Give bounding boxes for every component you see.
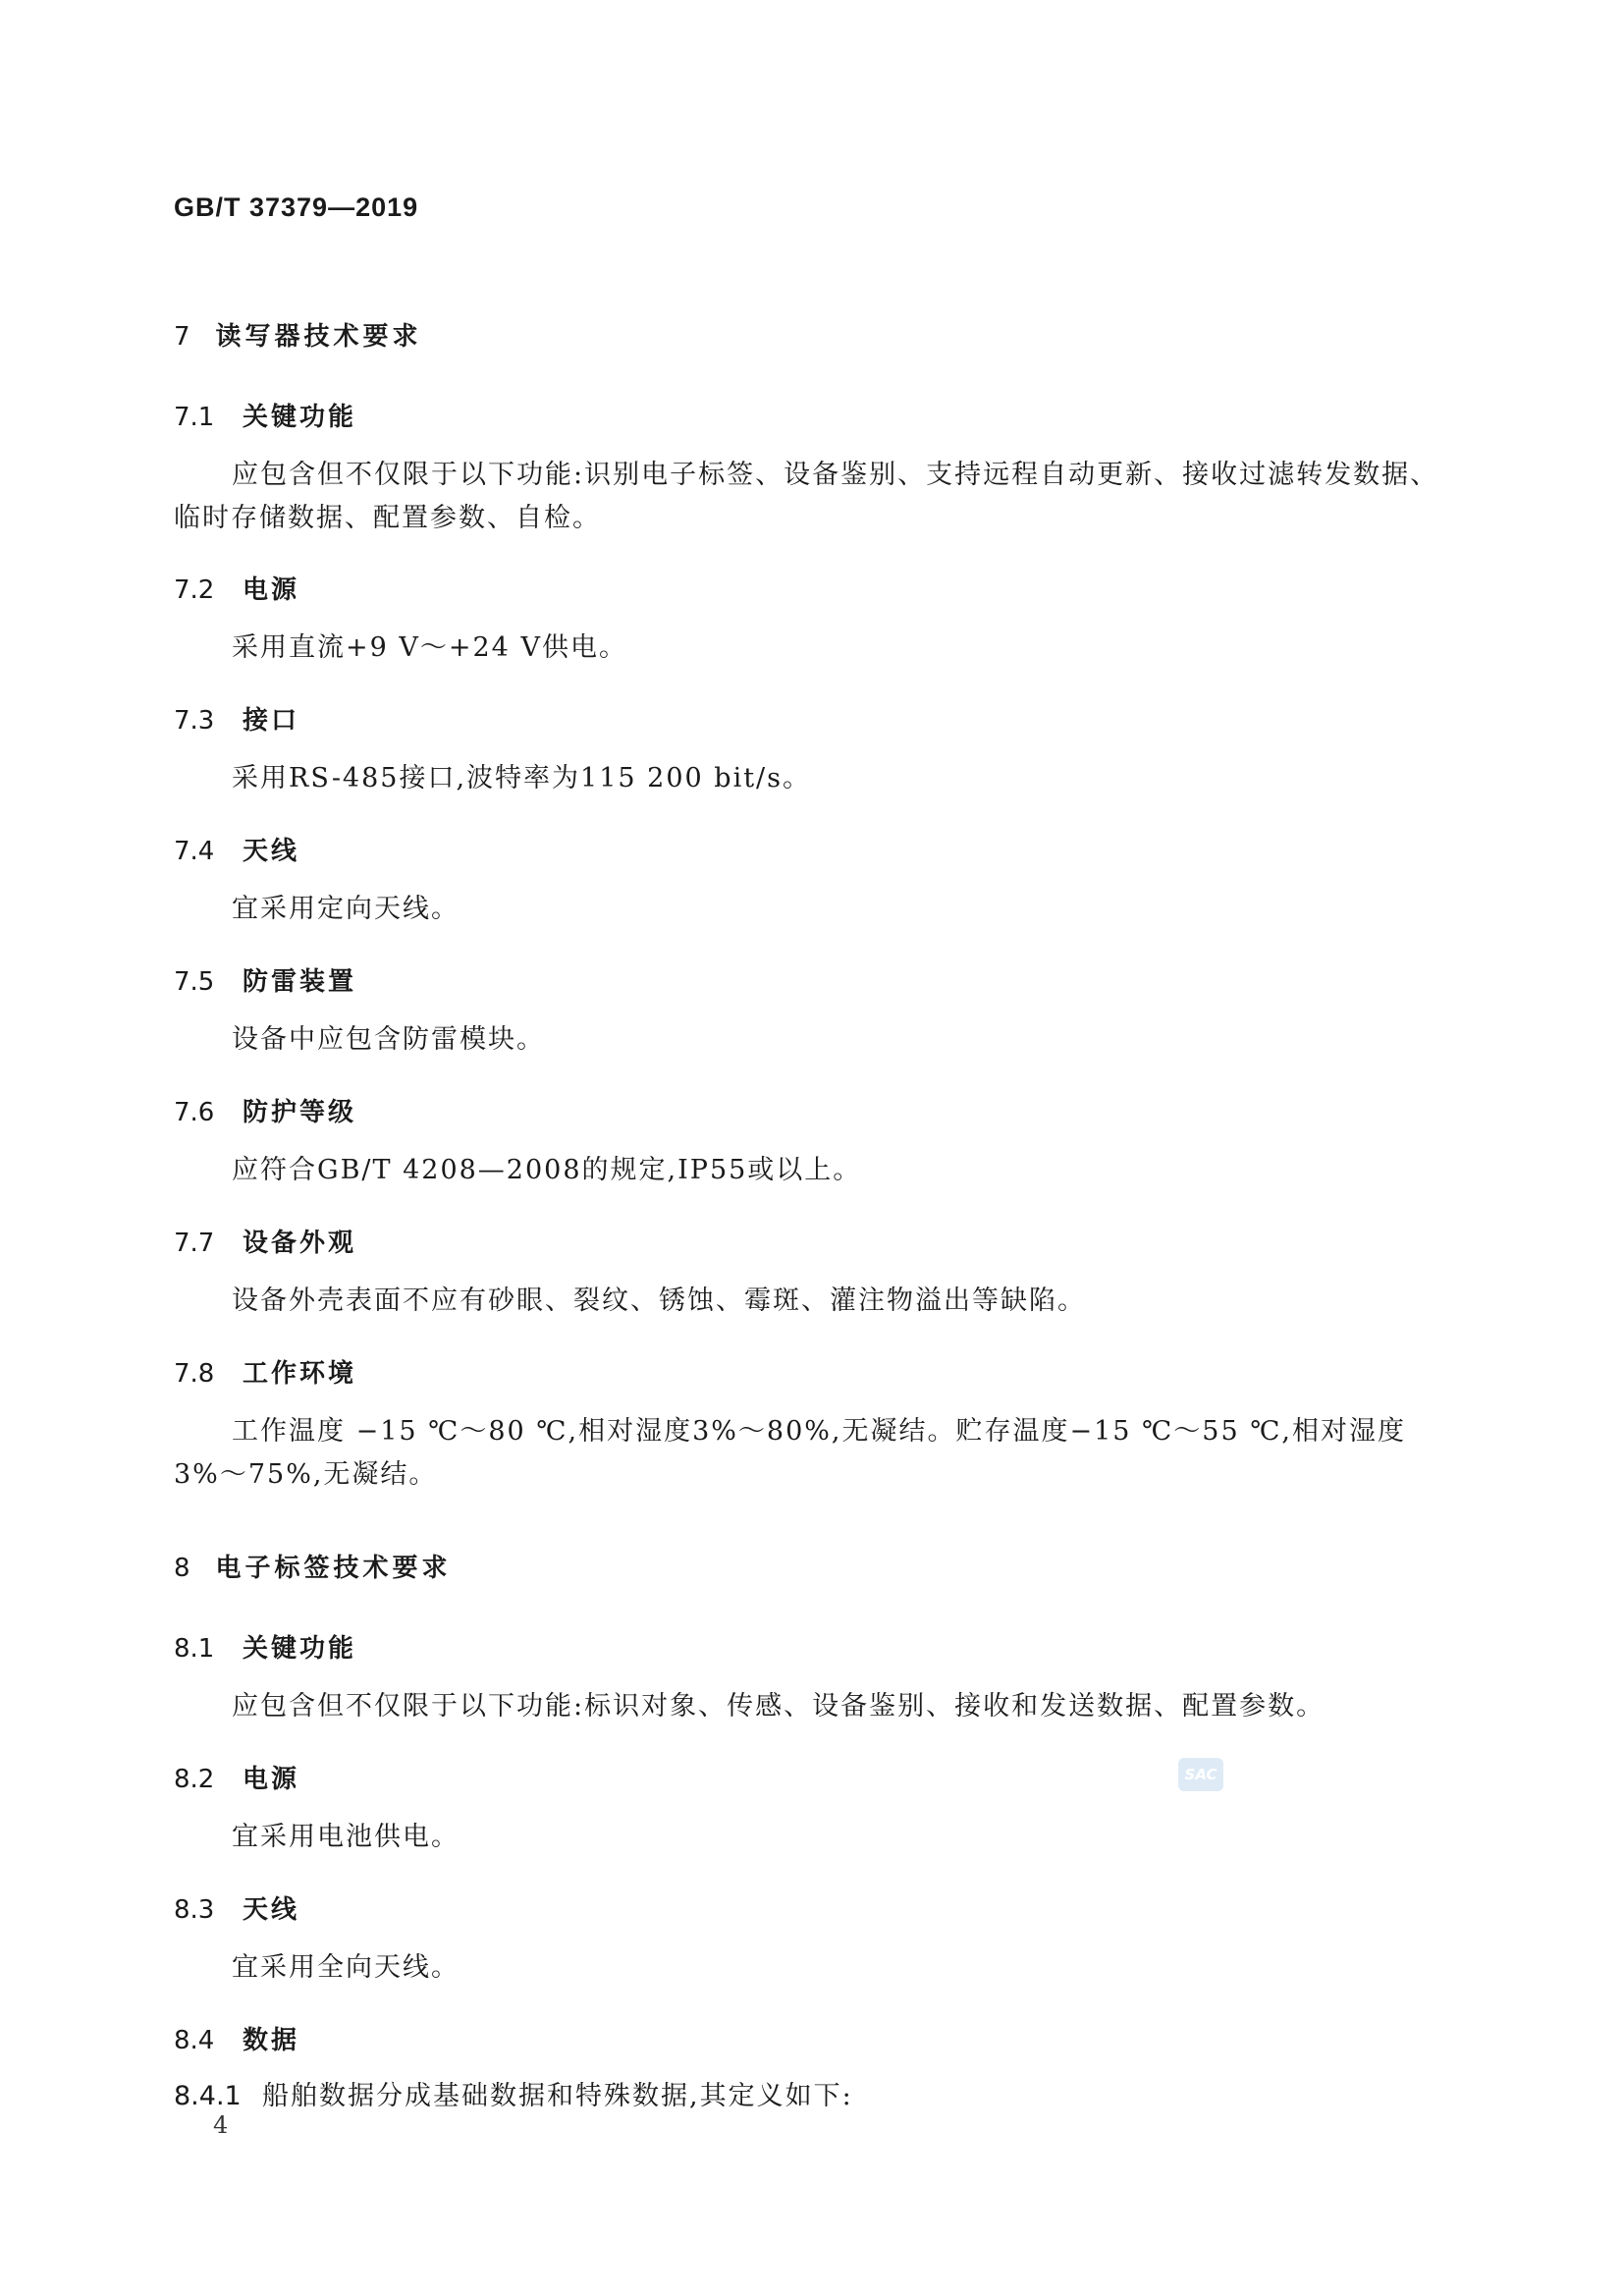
section-7-8-text: 工作温度 −15 ℃～80 ℃,相对湿度3%～80%,无凝结。贮存温度−15 ℃～55 ℃,相对湿度3%～75%,无凝结。 <box>174 1416 1406 1490</box>
section-number: 7.8 <box>174 1359 215 1389</box>
section-7-4-heading <box>174 831 299 867</box>
chapter-title: 电子标签技术要求 <box>215 1554 452 1583</box>
section-number: 8.3 <box>174 1895 215 1925</box>
section-title: 接口 <box>243 706 300 736</box>
clause-number: 8.4.1 <box>174 2081 242 2111</box>
section-title: 关键功能 <box>243 403 357 432</box>
section-7-3-text: 采用RS-485接口,波特率为115 200 bit/s。 <box>232 763 812 793</box>
section-7-4-text: 宜采用定向天线。 <box>232 894 460 924</box>
section-title: 天线 <box>243 1895 300 1925</box>
section-number: 8.2 <box>174 1765 215 1794</box>
chapter-title: 读写器技术要求 <box>215 322 422 352</box>
section-8-1-text: 应包含但不仅限于以下功能:标识对象、传感、设备鉴别、接收和发送数据、配置参数。 <box>232 1691 1325 1722</box>
section-7-6-text: 应符合GB/T 4208—2008的规定,IP55或以上。 <box>232 1155 862 1185</box>
section-8-3-text: 宜采用全向天线。 <box>232 1952 460 1983</box>
section-7-3-heading <box>174 700 299 737</box>
section-number: 7.6 <box>174 1098 215 1127</box>
section-title: 关键功能 <box>243 1634 357 1664</box>
section-8-3-heading <box>174 1889 299 1926</box>
section-title: 防雷装置 <box>243 967 357 997</box>
chapter-number: 7 <box>174 322 194 352</box>
clause-8-4-1 <box>174 2074 853 2112</box>
chapter-8-heading <box>174 1548 452 1584</box>
section-7-8-heading <box>174 1353 356 1390</box>
section-7-1-text: 应包含但不仅限于以下功能:识别电子标签、设备鉴别、支持远程自动更新、接收过滤转发数据、临时存储数据、配置参数、自检。 <box>174 460 1439 533</box>
section-7-2-text: 采用直流+9 V～+24 V供电。 <box>232 632 627 663</box>
section-7-5-heading <box>174 961 356 998</box>
section-8-2-text: 宜采用电池供电。 <box>232 1822 460 1852</box>
section-title: 数据 <box>243 2026 300 2055</box>
section-number: 7.4 <box>174 837 215 866</box>
page-number: 4 <box>213 2111 229 2139</box>
section-number: 8.4 <box>174 2026 215 2055</box>
section-title: 电源 <box>243 575 300 605</box>
section-7-6-heading <box>174 1092 356 1128</box>
section-number: 7.7 <box>174 1229 215 1258</box>
standard-code: GB/T 37379—2019 <box>174 192 419 222</box>
section-7-7-text: 设备外壳表面不应有砂眼、裂纹、锈蚀、霉斑、灌注物溢出等缺陷。 <box>232 1285 1086 1316</box>
section-7-5-text: 设备中应包含防雷模块。 <box>232 1024 545 1055</box>
section-7-7-heading <box>174 1223 356 1259</box>
section-7-1-heading <box>174 397 356 433</box>
section-number: 8.1 <box>174 1634 215 1664</box>
section-title: 防护等级 <box>243 1098 357 1127</box>
section-title: 工作环境 <box>243 1359 357 1389</box>
section-number: 7.3 <box>174 706 215 736</box>
section-7-2-heading <box>174 570 299 606</box>
section-number: 7.5 <box>174 967 215 997</box>
section-8-2-heading <box>174 1759 299 1795</box>
section-title: 天线 <box>243 837 300 866</box>
section-title: 设备外观 <box>243 1229 357 1258</box>
clause-text: 船舶数据分成基础数据和特殊数据,其定义如下: <box>262 2081 853 2111</box>
sac-watermark-logo: SAC <box>1178 1758 1223 1791</box>
section-number: 7.2 <box>174 575 215 605</box>
section-number: 7.1 <box>174 403 215 432</box>
section-title: 电源 <box>243 1765 300 1794</box>
section-8-1-heading <box>174 1628 356 1665</box>
section-8-4-heading <box>174 2020 299 2056</box>
chapter-7-heading <box>174 316 422 353</box>
chapter-number: 8 <box>174 1554 194 1583</box>
